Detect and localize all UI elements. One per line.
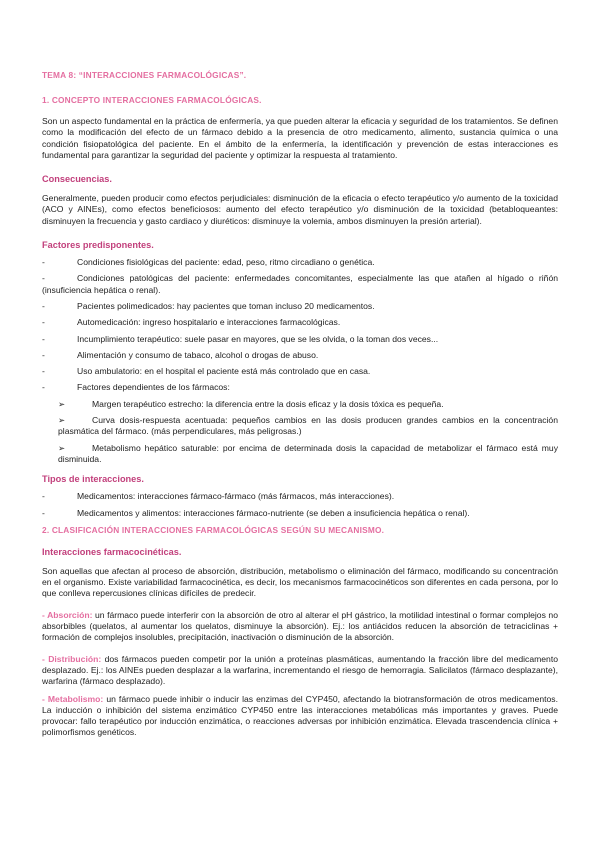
- bullet: -: [42, 382, 45, 393]
- list-item-text: Condiciones fisiológicas del paciente: edad, peso, ritmo circadiano o genética.: [77, 257, 375, 268]
- section1-heading: 1. CONCEPTO INTERACCIONES FARMACOLÓGICAS.: [42, 95, 262, 105]
- list-item-text: Alimentación y consumo de tabaco, alcohol o drogas de abuso.: [77, 349, 319, 360]
- sub-list-item: [42, 399, 558, 410]
- list-item-text: Factores dependientes de los fármacos:: [77, 382, 230, 393]
- list-item: [42, 508, 558, 519]
- bullet: -: [42, 300, 45, 311]
- arrow-icon: ➢: [58, 398, 66, 409]
- arrow-icon: ➢: [58, 442, 66, 453]
- list-item: [42, 491, 558, 502]
- list-item: [42, 366, 558, 377]
- absorcion-text: un fármaco puede interferir con la absorción de otro al alterar el pH gástrico, la motilidad intestinal o formar complejos no absorbibles (quelatos, al aumentar los quelatos, disminuye la absorción). Ej.: los antiácidos reducen la absorción de tetraciclinas + formación de complejos insolubles, precipitación, inactivación o disminución de la absorción.: [42, 609, 558, 643]
- consecuencias-heading: Consecuencias.: [42, 174, 112, 185]
- factores-heading: Factores predisponentes.: [42, 240, 154, 251]
- bullet: -: [42, 349, 45, 360]
- list-item-text: Uso ambulatorio: en el hospital el paciente está más controlado que en casa.: [77, 366, 371, 377]
- list-item: [42, 257, 558, 268]
- bullet: -: [42, 366, 45, 377]
- bullet: -: [42, 257, 45, 268]
- list-item-text: Medicamentos: interacciones fármaco-fármaco (más fármacos, más interacciones).: [77, 491, 395, 502]
- farmacocineticas-heading: Interacciones farmacocinéticas.: [42, 546, 182, 557]
- sub-list-item-text: Margen terapéutico estrecho: la diferencia entre la dosis eficaz y la dosis tóxica es pequeña.: [92, 398, 444, 409]
- list-item: [42, 334, 558, 345]
- list-item-text: Condiciones patológicas del paciente: enfermedades concomitantes, especialmente las que atañen al hígado o riñón (insuficiencia hepática o renal).: [42, 273, 558, 295]
- sub-list-item: [42, 415, 558, 438]
- absorcion-lead: - Absorción:: [42, 609, 93, 620]
- list-item: [42, 273, 558, 296]
- bullet: -: [42, 317, 45, 328]
- bullet: -: [42, 507, 45, 518]
- list-item-text: Pacientes polimedicados: hay pacientes que toman incluso 20 medicamentos.: [77, 300, 375, 311]
- absorcion-paragraph: [42, 610, 558, 644]
- tipos-heading: Tipos de interacciones.: [42, 474, 144, 485]
- section1-intro: Son un aspecto fundamental en la práctica de enfermería, ya que pueden alterar la eficacia y seguridad de los tratamientos. Se definen como la modificación del efecto de un fármaco debido a la presencia de otro medicamento, alimento, sustancia química o una condición fisiopatológica del paciente. En el ámbito de la enfermería, la identificación y prevención de estas interacciones es fundamental para garantizar la seguridad del paciente y optimizar la respuesta al tratamiento.: [42, 116, 558, 160]
- list-item-text: Automedicación: ingreso hospitalario e interacciones farmacológicas.: [77, 317, 341, 328]
- list-item: [42, 382, 558, 393]
- list-item: [42, 301, 558, 312]
- bullet: -: [42, 273, 45, 284]
- metabolismo-paragraph: [42, 694, 558, 739]
- document-title: TEMA 8: “INTERACCIONES FARMACOLÓGICAS”.: [42, 70, 247, 80]
- section2-heading: 2. CLASIFICACIÓN INTERACCIONES FARMACOLÓGICAS SEGÚN SU MECANISMO.: [42, 524, 385, 535]
- metabolismo-text: un fármaco puede inhibir o inducir las enzimas del CYP450, afectando la biotransformación de otros medicamentos. La inducción o inhibición del sistema enzimático CYP450 entre las interacciones metabólicas más importantes y graves. Puede provocar: fallo terapéutico por inducción enzimática, o reacciones adversas por inhibición enzimática. Elevada trascendencia clínica + polimorfismos genéticos.: [42, 693, 558, 738]
- distribucion-lead: - Distribución:: [42, 653, 102, 664]
- list-item: [42, 350, 558, 361]
- list-item-text: Medicamentos y alimentos: interacciones fármaco-nutriente (se deben a insuficiencia hepática o renal).: [77, 507, 470, 518]
- sub-list-item: [42, 443, 558, 466]
- bullet: -: [42, 491, 45, 502]
- distribucion-text: dos fármacos pueden competir por la unión a proteínas plasmáticas, aumentando la fracción libre del medicamento desplazado. Ej.: los AINEs pueden desplazar a la warfarina, incrementando el riesgo de hemorragia. Salicilatos (fármaco desplazante), warfarina (fármaco desplazado).: [42, 653, 559, 687]
- distribucion-paragraph: [42, 654, 558, 688]
- sub-list-item-text: Metabolismo hepático saturable: por encima de determinada dosis la capacidad de metabolizar el fármaco está muy disminuida.: [58, 442, 558, 464]
- consecuencias-text: Generalmente, pueden producir como efectos perjudiciales: disminución de la eficacia o efecto terapéutico y/o aumento de la toxicidad (ACO y AINEs), como efectos beneficiosos: aumento del efecto terapéutico y/o disminución de la toxicidad (betabloqueantes: disminuyen la frecuencia y gasto cardiaco y diuréticos: disminuye la volemia, ambos disminuyen la presión arterial).: [42, 193, 558, 226]
- list-item: [42, 317, 558, 328]
- sub-list-item-text: Curva dosis-respuesta acentuada: pequeños cambios en las dosis producen grandes cambios en la concentración plasmática del fármaco. (más perpendiculares, más peligrosas.): [58, 415, 558, 437]
- metabolismo-lead: - Metabolismo:: [42, 693, 104, 704]
- tipos-list: [42, 491, 558, 519]
- list-item-text: Incumplimiento terapéutico: suele pasar en mayores, que se les olvida, o la toman dos veces...: [77, 333, 439, 344]
- factores-list: [42, 257, 558, 465]
- farmacocineticas-text: Son aquellas que afectan al proceso de absorción, distribución, metabolismo o eliminación del fármaco, modificando su concentración en el organismo. Existe variabilidad farmacocinética, es decir, los mecanismos farmacocinéticos son diferentes en cada persona, por lo que conlleva repercusiones clínicas difíciles de predecir.: [42, 565, 558, 599]
- arrow-icon: ➢: [58, 415, 66, 426]
- bullet: -: [42, 333, 45, 344]
